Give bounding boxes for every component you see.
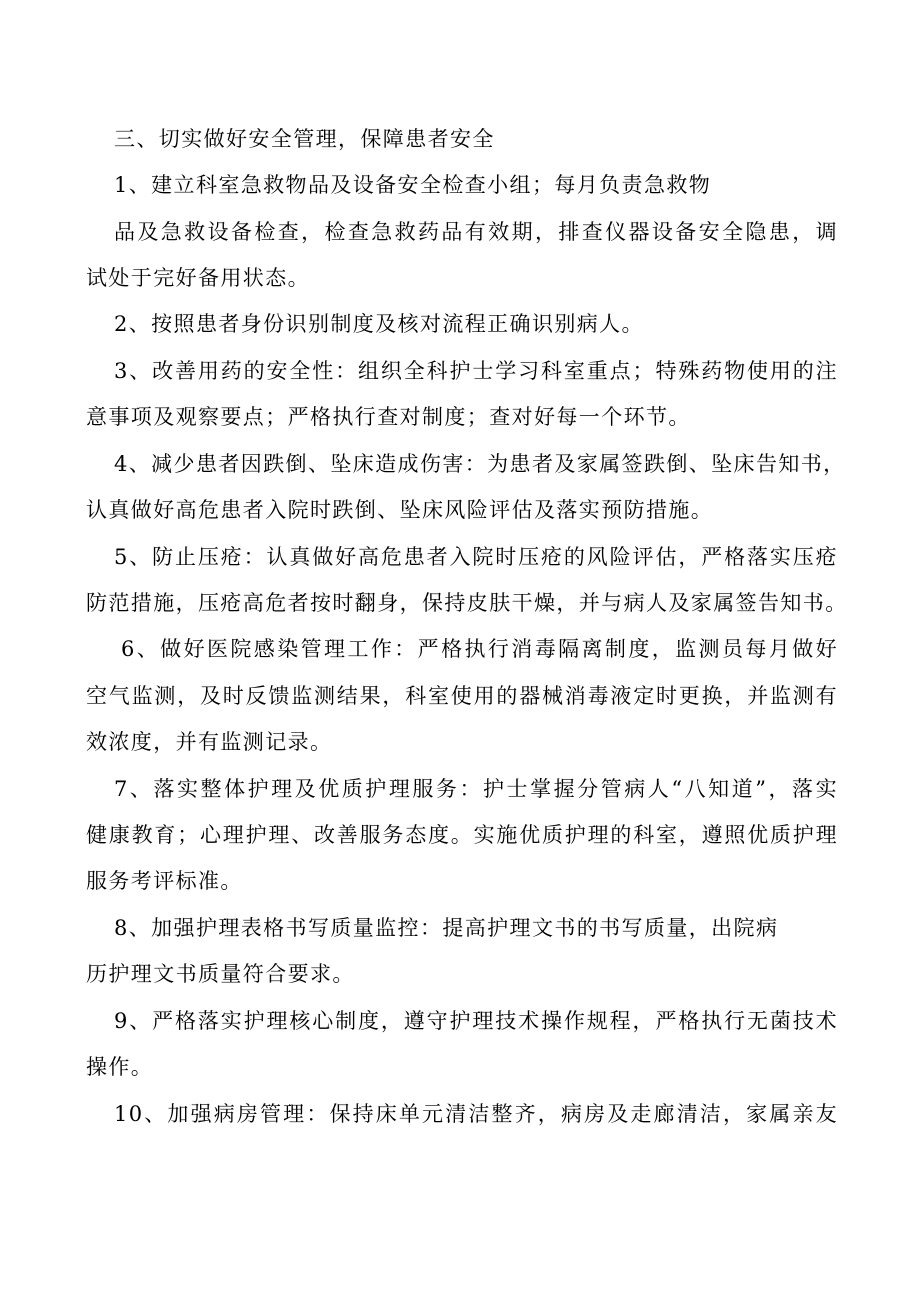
section-heading: 三、切实做好安全管理，保障患者安全 bbox=[114, 127, 495, 151]
paragraph-10-line-1: 10、加强病房管理：保持床单元清洁整齐，病房及走廊清洁，家属亲友 bbox=[114, 1102, 838, 1126]
paragraph-1-line-2: 品及急救设备检查，检查急救药品有效期，排查仪器设备安全隐患，调 bbox=[114, 220, 838, 244]
paragraph-4-line-2: 认真做好高危患者入院时跌倒、坠床风险评估及落实预防措施。 bbox=[86, 498, 714, 522]
paragraph-3-line-1: 3、改善用药的安全性：组织全科护士学习科室重点；特殊药物使用的注 bbox=[114, 359, 838, 383]
paragraph-9-line-1: 9、严格落实护理核心制度，遵守护理技术操作规程，严格执行无菌技术 bbox=[114, 1009, 838, 1033]
paragraph-5-line-1: 5、防止压疮：认真做好高危患者入院时压疮的风险评估，严格落实压疮 bbox=[114, 545, 838, 569]
paragraph-3-line-2: 意事项及观察要点；严格执行查对制度；查对好每一个环节。 bbox=[86, 405, 691, 429]
paragraph-7-line-2: 健康教育；心理护理、改善服务态度。实施优质护理的科室，遵照优质护理 bbox=[86, 823, 838, 847]
paragraph-5-line-2: 防范措施，压疮高危者按时翻身，保持皮肤干燥，并与病人及家属签告知书。 bbox=[86, 591, 848, 615]
paragraph-6-line-1: 6、做好医院感染管理工作：严格执行消毒隔离制度，监测员每月做好 bbox=[121, 637, 838, 661]
paragraph-6-line-2: 空气监测，及时反馈监测结果，科室使用的器械消毒液定时更换，并监测有 bbox=[86, 684, 838, 708]
paragraph-7-line-3: 服务考评标准。 bbox=[86, 869, 243, 893]
paragraph-4-line-1: 4、减少患者因跌倒、坠床造成伤害：为患者及家属签跌倒、坠床告知书， bbox=[114, 452, 846, 476]
paragraph-2-line-1: 2、按照患者身份识别制度及核对流程正确识别病人。 bbox=[114, 312, 644, 336]
paragraph-9-line-2: 操作。 bbox=[86, 1055, 154, 1079]
paragraph-1-line-1: 1、建立科室急救物品及设备安全检查小组；每月负责急救物 bbox=[114, 173, 712, 197]
paragraph-7-line-1: 7、落实整体护理及优质护理服务：护士掌握分管病人“八知道”，落实 bbox=[114, 777, 838, 801]
paragraph-1-line-3: 试处于完好备用状态。 bbox=[86, 266, 310, 290]
paragraph-8-line-1: 8、加强护理表格书写质量监控：提高护理文书的书写质量，出院病 bbox=[114, 916, 779, 940]
paragraph-8-line-2: 历护理文书质量符合要求。 bbox=[86, 962, 355, 986]
paragraph-6-line-3: 效浓度，并有监测记录。 bbox=[86, 730, 333, 754]
